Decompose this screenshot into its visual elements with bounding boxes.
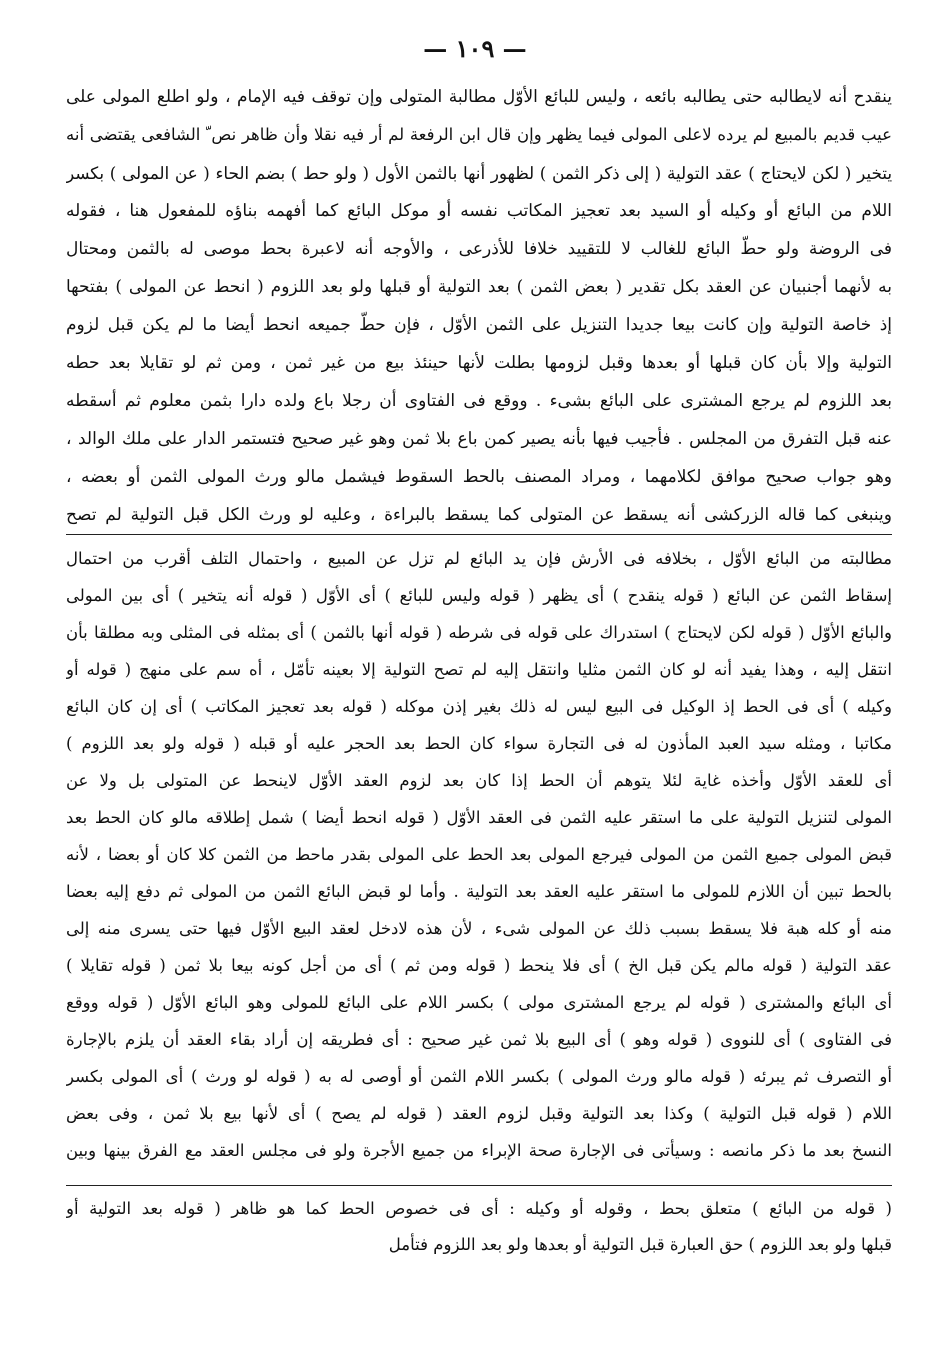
footnote-divider [66, 1185, 892, 1186]
main-text-line: يتخير ( لكن لايحتاج ) عقد التولية ( إلى ذكر الثمن ) لظهور أنها بالثمن الأول ( ولو حط ) بضم الحاء ( عن المولى ) بكسر [66, 163, 892, 183]
footnote-line: اللام ( قوله قبل التولية ) وكذا بعد التولية وقبل لزوم العقد ( قوله لم يصح ) أى لأنها بيع بلا ثمن ، وفى بعض [66, 1104, 892, 1123]
footnote-line: والبائع الأوّل ( قوله لكن لايحتاج ) استدراك على قوله فى شرطه ( قوله أنها بالثمن ) أى بمثله فى المثلى وبه مطلقا بأن [66, 623, 892, 642]
main-text-line: التولية وإلا بأن كان قبلها أو بعدها وقبل لزومها بطلت لأنها حينئذ بيع من غير ثمن ، ومن ثم لو تقايلا بعد حطه [66, 353, 892, 373]
footnote-line: منه أو كله هبة فلا يسقط بسبب ذلك عن المولى شىء ، لأن هذه لادخل لعقد البيع الأوّل فيها حتى يسرى منه إلى [66, 919, 892, 938]
main-text-line: وهو جواب صحيح موافق لكلامهما ، ومراد المصنف بالحط السقوط فيشمل مالو ورث المولى الثمن أو بعضه ، [66, 467, 892, 487]
page-number: — ١٠٩ — [423, 34, 527, 63]
footnote-line: المولى لتنزيل التولية على ما استقر عليه الثمن فى العقد الأوّل ( قوله انحط أيضا ) شمل إطلاقه مالو كان الحط بعد [66, 808, 892, 827]
main-text-line: ينقدح أنه لايطالبه حتى يطالبه بائعه ، وليس للبائع الأوّل مطالبة المتولى وإن توقف فيه الإمام ، ولو اطلع المولى على [66, 87, 892, 107]
footnote-line: مطالبته من البائع الأوّل ، بخلافه فى الأرش فإن يد البائع لم تزل عن المبيع ، واحتمال التلف أقرب من احتمال [66, 549, 892, 568]
main-text-line: عنه قبل التفرق من المجلس . فأجيب فيها بأنه يصير كمن باع بلا ثمن وهو غير صحيح فتستمر الدار على ملك الوالد ، [66, 429, 892, 449]
footnote-line: أى البائع والمشترى ( قوله لم يرجع المشترى مولى ) بكسر اللام على البائع للمولى وهو البائع الأوّل ( قوله ووقع [66, 993, 892, 1012]
commentary-footnotes [66, 540, 892, 1169]
footnote-line: إسقاط الثمن عن البائع ( قوله ينقدح ) أى يظهر ( قوله وليس للبائع ) أى الأوّل ( قوله أنه يتخير ) أى بين المولى [66, 586, 892, 605]
main-text-line: فى الروضة ولو حطّ البائع للغالب لا للتقييد خلافا للأذرعى ، والأوجه أنه لاعبرة بحط موصى له بالثمن ومحتال [66, 239, 892, 259]
main-text-line: به لأنهما أجنبيان عن العقد بكل تقدير ( بعض الثمن ) بعد التولية أو قبلها ولو بعد اللزوم ( انحط عن المولى ) بفتحها [66, 277, 892, 297]
main-text-line: وينبغى كما قاله الزركشى أنه يسقط عن المتولى كما يسقط بالبراءة ، وعليه لو ورث الكل قبل التولية لم تصح [66, 505, 892, 525]
footnote-line: قبلها ولو بعد اللزوم ) حق العبارة قبل التولية أو بعدها ولو بعد اللزوم فتأمل [388, 1235, 892, 1254]
main-text-line: اللام من البائع أو وكيله أو السيد بعد تعجيز المكاتب نفسه أو موكل البائع كما أفهمه بناؤه للمفعول هنا ، فقوله [66, 201, 892, 221]
footnote-line: بالحط تبين أن اللازم للمولى ما استقر عليه العقد بعد التولية . وأما لو قبض البائع الثمن من المولى ثم دفع إليه بعضا [66, 882, 892, 901]
footnote-line: عقد التولية ( قوله مالم يكن قبل الخ ) أى فلا ينحط ( قوله ومن ثم ) أى من أجل كونه بيعا بلا ثمن ( قوله تقايلا ) [66, 956, 892, 975]
footnote-line: مكاتبا ، ومثله سيد العبد المأذون له فى التجارة سواء كان الحط بعد الحجر عليه أو قبله ( قوله ولو بعد اللزوم ) [66, 734, 892, 753]
footnote-line: فى الفتاوى ) أى للنووى ( قوله وهو ) أى البيع بلا ثمن غير صحيح : أى فطريقه إن أراد بقاء العقد أن يلزم بالإجارة [66, 1030, 892, 1049]
footnote-line: أو التصرف ثم يبرئه ( قوله مالو ورث المولى ) بكسر اللام الثمن أو أوصى له به ( قوله لو ورث ) أى المولى بكسر [66, 1067, 892, 1086]
main-text-line: عيب قديم بالمبيع لم يرده لاعلى المولى فيما يظهر وإن قال ابن الرفعة لم أر فيه نقلا وأن ظاهر نص ّ الشافعى يقتضى أنه [66, 125, 892, 144]
footnote-line: انتقل إليه ، وهذا يفيد أنه لو كان الثمن مثليا وانتقل إليه لم تصح التولية إلا بعينه تأمّل ، أه سم على منهج ( قوله أو [66, 660, 892, 679]
footnote-line: قبض المولى جميع الثمن من المولى فيرجع المولى بعد الحط على المولى بقدر ماحط من الثمن كلا كان أو بعضا ، لأنه [66, 845, 892, 864]
main-text-line: بعد اللزوم لم يرجع المشترى على البائع بشىء . ووقع فى الفتاوى أن رجلا باع ولده دارا بثمن معلوم ثم أسقطه [66, 391, 892, 411]
main-text-line: إذ خاصة التولية وإن كانت بيعا جديدا التنزيل على الثمن الأوّل ، فإن حطّ جميعه انحط أيضا ما لم يكن قبل لزوم [66, 315, 892, 335]
footnote-line: النسخ بعد ما ذكر مانصه : وسيأتى فى الإجارة صحة الإبراء من جميع الأجرة ولو فى مجلس العقد مع الفرق بينها وبين [66, 1141, 892, 1160]
footnote-line: أى للعقد الأوّل وأخذه غاية لئلا يتوهم أن الحط إذا كان بعد لزوم العقد الأوّل لاينحط عن المتولى بل ولا عن [66, 771, 892, 790]
footnote-line: وكيله ) أى فى الحط إذ الوكيل فى البيع ليس له ذلك بغير إذن موكله ( قوله بعد تعجيز المكاتب ) أى إن كان البائع [66, 697, 892, 716]
main-text [66, 78, 892, 534]
secondary-footnotes [66, 1191, 892, 1263]
footnote-line: ( قوله من البائع ) متعلق بحط ، وقوله أو وكيله : أى فى خصوص الحط كما هو ظاهر ( قوله بعد التولية أو [66, 1199, 892, 1218]
footnote-divider [66, 534, 892, 535]
